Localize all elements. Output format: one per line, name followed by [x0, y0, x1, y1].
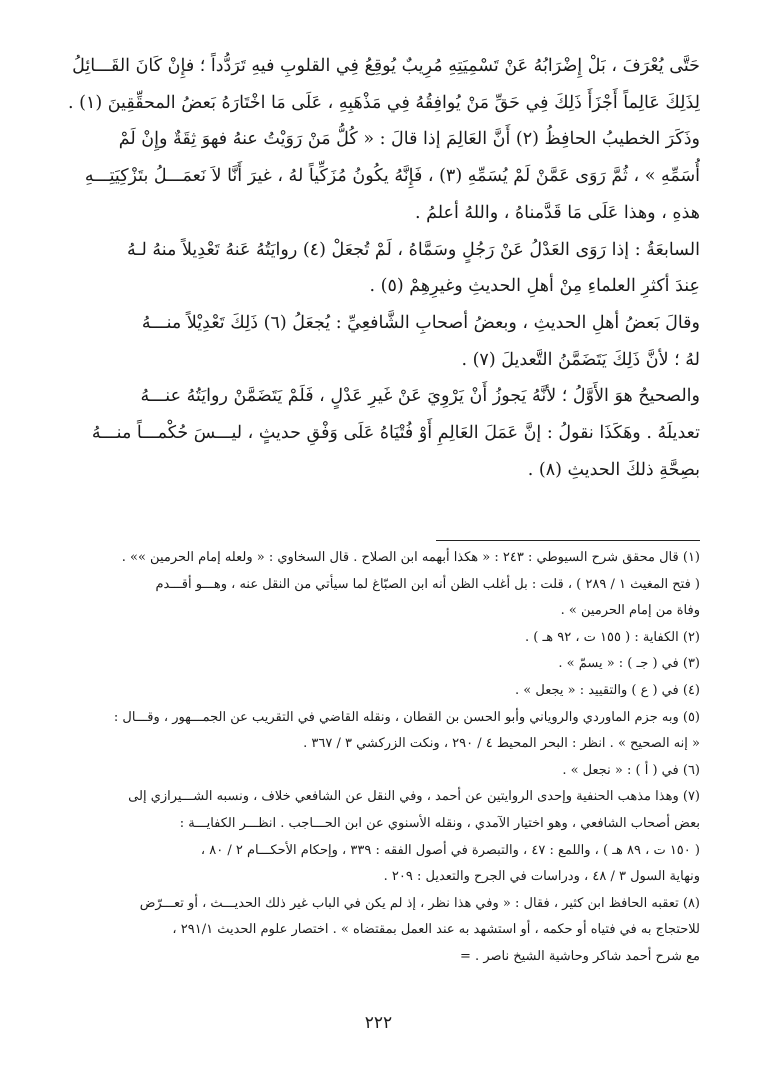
footnote-line: بعض أصحاب الشافعي ، وهو اختيار الآمدي ، ونقله الأسنوي عن ابن الحـــاجب . انظـــر الكفايـــة :	[179, 815, 700, 831]
footnote-line: ( فتح المغيث ١ / ٢٨٩ ) ، قلت : بل أغلب الظن أنه ابن الصبّاغ لما سيأتي من النقل عنه ، وهـــو أقـــدم	[155, 576, 700, 592]
footnote-line: (٥) وبه جزم الماوردي والروياني وأبو الحسن بن القطان ، ونقله القاضي في التقريب عن الجمـــهور ، وقـــال :	[113, 709, 700, 725]
text-line: والصحيحُ هوَ الأَوَّلُ ؛ لأنَّهُ يَجوزُ أَنْ يَرْوِيَ عَنْ غَيرِ عَدْلٍ ، فَلَمْ يَتَضَمَّنْ روايَتُهُ عنـــهُ	[140, 386, 700, 407]
footnote-line: ( ١٥٠ ت ، ٨٩ هـ ) ، واللمع : ٤٧ ، والتبصرة في أصول الفقه : ٣٣٩ ، وإحكام الأحكـــام ٢ / ٨٠ ،	[200, 842, 700, 858]
footnote-line: وفاة من إمام الحرمين » .	[560, 603, 700, 619]
page-number: ٢٢٢	[364, 1013, 393, 1033]
text-line: وقالَ بَعضُ أهلِ الحديثِ ، وبعضُ أصحابِ الشَّافعِيِّ : يُجعَلُ (٦) ذَلِكَ تَعْدِيْلاً منـــهُ	[141, 312, 700, 333]
main-text	[60, 48, 700, 488]
footnote-divider	[436, 540, 700, 541]
footnote-line: (٤) في ( ع ) والتقييد : « يجعل » .	[515, 682, 700, 698]
text-line: تعديلَهُ . وهَكَذَا نقولُ : إنَّ عَمَلَ العَالِمِ أَوْ فُتْيَاهُ عَلَى وَفْقِ حديثٍ ، ليـــسَ حُكْمـــاً منـــهُ	[91, 423, 700, 444]
text-line: هذهِ ، وهذا عَلَى مَا قَدَّمناهُ ، واللهُ أعلمُ .	[414, 202, 700, 223]
text-line: عِندَ أكثرِ العلماءِ مِنْ أهلِ الحديثِ وغيرِهِمْ (٥) .	[369, 276, 700, 297]
footnote-line: ونهاية السول ٣ / ٤٨ ، ودراسات في الجرح والتعديل : ٢٠٩ .	[383, 869, 700, 885]
footnote-line: (٢) الكفاية : ( ١٥٥ ت ، ٩٢ هـ ) .	[524, 629, 700, 645]
text-line: حَتَّى يُعْرَفَ ، بَلْ إِضْرَابُهُ عَنْ تَسْمِيَتِهِ مُرِيبٌ يُوقِعُ فِي القلوبِ فيهِ تَرَدُّداً ؛ فإِنْ كَانَ القَـــائِلُ	[72, 56, 700, 76]
text-line: أُسَمِّهِ » ، ثُمَّ رَوَى عَمَّنْ لَمْ يُسَمِّهِ (٣) ، فَإِنَّهُ يكُونُ مُزَكِّياً لهُ ، غيرَ أَنَّا لاَ نَعمَـــلُ بتَزْكِيَتِـــهِ	[84, 166, 700, 187]
footnote-line: « إنه الصحيح » . انظر : البحر المحيط ٤ / ٢٩٠ ، ونكت الزركشي ٣ / ٣٦٧ .	[303, 736, 700, 752]
footnote-line: (٧) وهذا مذهب الحنفية وإحدى الروايتين عن أحمد ، وفي النقل عن الشافعي خلاف ، ونسبه الشـــيرازي إلى	[128, 789, 700, 805]
footnote-line: للاحتجاج به في فتياه أو حكمه ، أو استشهد به عند العمل بمقتضاه » . اختصار علوم الحديث ٢٩١/١ ،	[172, 922, 700, 938]
text-line: لهُ ؛ لأنَّ ذَلِكَ يَتَضَمَّنُ التَّعديلَ (٧) .	[461, 349, 700, 370]
footnote-line: (٣) في ( جـ ) : « يسمّ » .	[558, 656, 700, 672]
footnotes	[60, 545, 700, 971]
footnote-line: مع شرح أحمد شاكر وحاشية الشيخ ناصر . =	[460, 948, 700, 964]
text-line: بصِحَّةِ ذلكَ الحديثِ (٨) .	[527, 459, 700, 480]
footnote-line: (٦) في ( أ ) : « نجعل » .	[562, 762, 700, 778]
text-line: لِذَلِكَ عَالِماً أَجْزَأَ ذَلِكَ فِي حَقِّ مَنْ يُوافِقُهُ فِي مَذْهَبِهِ ، عَلَى مَا اخْتَارَهُ بَعضُ المحقِّقِينَ (١) .	[67, 92, 700, 113]
text-line: وذَكَرَ الخطيبُ الحافِظُ (٢) أَنَّ العَالِمَ إذا قالَ : « كُلُّ مَنْ رَوَيْتُ عنهُ فهوَ ثِقَةٌ وإِنْ لَمْ	[118, 129, 700, 150]
text-line: السابعَةُ : إذا رَوَى العَدْلُ عَنْ رَجُلٍ وسَمَّاهُ ، لَمْ تُجعَلْ (٤) روايَتُهُ عَنهُ تَعْدِيلاً منهُ لـهُ	[126, 239, 700, 260]
footnote-line: (١) قال محقق شرح السيوطي : ٢٤٣ : « هكذا أبهمه ابن الصلاح . قال السخاوي : « ولعله إمام الحرمين »» .	[121, 550, 700, 565]
footnote-line: (٨) تعقبه الحافظ ابن كثير ، فقال : « وفي هذا نظر ، إذ لم يكن في الباب غير ذلك الحديـــث ، أو تعـــرّض	[139, 895, 700, 911]
